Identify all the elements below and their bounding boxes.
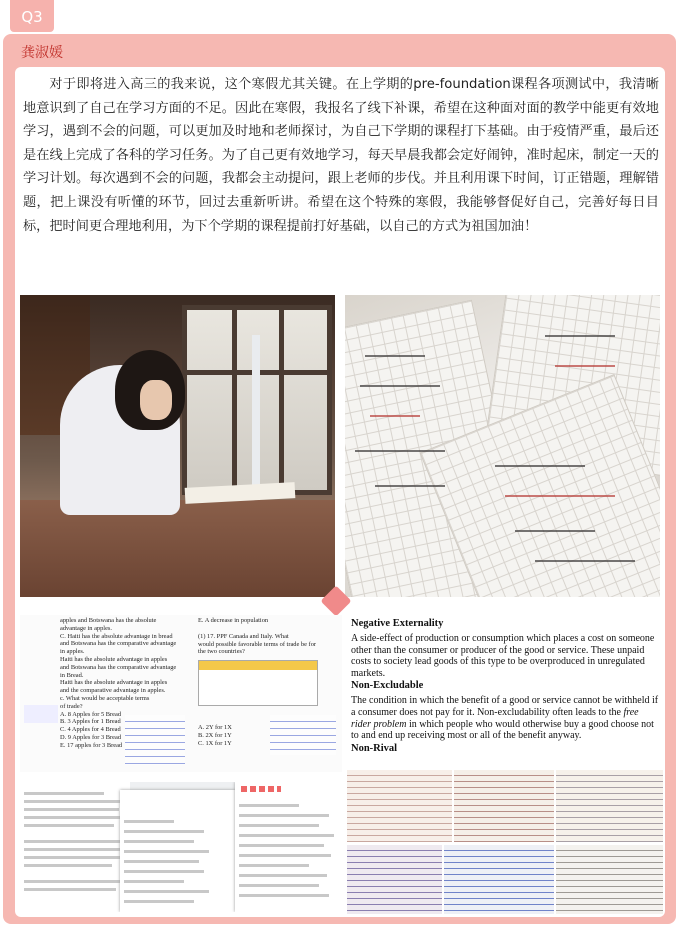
notes-thumb <box>347 845 442 914</box>
externality-definitions: Negative Externality A side-effect of production or consumption which places a cost on someone other than the consumer or producer of the good or service. These unpaid costs to society lead goods of this type to be overproduced in unregulated markets. Non-Excludable The condition in which the benefit of a good or service cannot be withheld if a consumer does not pay for it. Non-excludability often leads to the free rider problem in which people who would otherwise buy a good choose not to and end up receiving most or all of the benefit anyway. Non-Rival <box>351 617 661 762</box>
question-tab: Q3 <box>10 0 54 32</box>
handwritten-note <box>270 715 336 755</box>
handwritten-note <box>125 715 185 765</box>
answer-card <box>3 34 676 924</box>
econ-question-sheet: apples and Botswana has the absolute advantage in apples. C. Haiti has the absolute advantage in bread and Botswana has the comparative advantage in apples. Haiti has the absolute advantage in apples and Botswana has the comparative advantage in Bread. Haiti has the absolute advantage in apples and the comparative advantage in apples. c. What would be acceptable terms of trade? A. 8 Apples for 5 Bread B. 3 Apples for 1 Bread C. 4 Apples for 4 Bread D. 9 Apples for 3 Bread E. 17 apples for 3 Bread E. A decrease in population (1) 17. PPF Canada and Italy. What would possible favorable terms of trade be for the two countries? A. 2Y for 1X B. 2X for 1Y C. 1X for 1Y <box>20 615 342 772</box>
notes-thumb <box>556 845 663 914</box>
notes-thumb <box>454 770 554 842</box>
notebooks-photo <box>345 295 660 597</box>
notes-thumb <box>444 845 554 914</box>
handwritten-note <box>24 705 58 723</box>
lamp-shape <box>252 335 260 505</box>
studying-photo <box>20 295 335 597</box>
trade-table <box>198 660 318 706</box>
author-name: 龚淑媛 <box>21 45 63 61</box>
notes-thumb <box>556 770 663 842</box>
reflection-paragraph: 对于即将进入高三的我来说，这个寒假尤其关键。在上学期的pre-foundation课程各项测试中，我清晰地意识到了自己在学习方面的不足。因此在寒假，我报名了线下补课，希望在这种面对面的教学中能更有效地学习，遇到不会的问题，可以更加及时地和老师探讨，为自己下学期的课程打下基础。由于疫情严重，最后还是在线上完成了各科的学习任务。为了自己更有效地学习，每天早晨我都会定好闹钟，准时起床，制定一天的学习计划。每次遇到不会的问题，我都会主动提问，跟上老师的步伐。并且利用课下时间，订正错题，理解错题，把上课没有听懂的环节，回过去重新听讲。希望在这个特殊的寒假，我能够督促好自己，完善好每日目标，把时间更合理地利用，为下个学期的课程提前打好基础，以自己的方式为祖国加油！ <box>23 77 659 234</box>
notes-screenshots <box>20 782 342 912</box>
notes-thumb <box>347 770 452 842</box>
handwritten-notes-grid <box>347 770 663 914</box>
face-shape <box>140 380 172 420</box>
content-panel <box>15 67 665 917</box>
